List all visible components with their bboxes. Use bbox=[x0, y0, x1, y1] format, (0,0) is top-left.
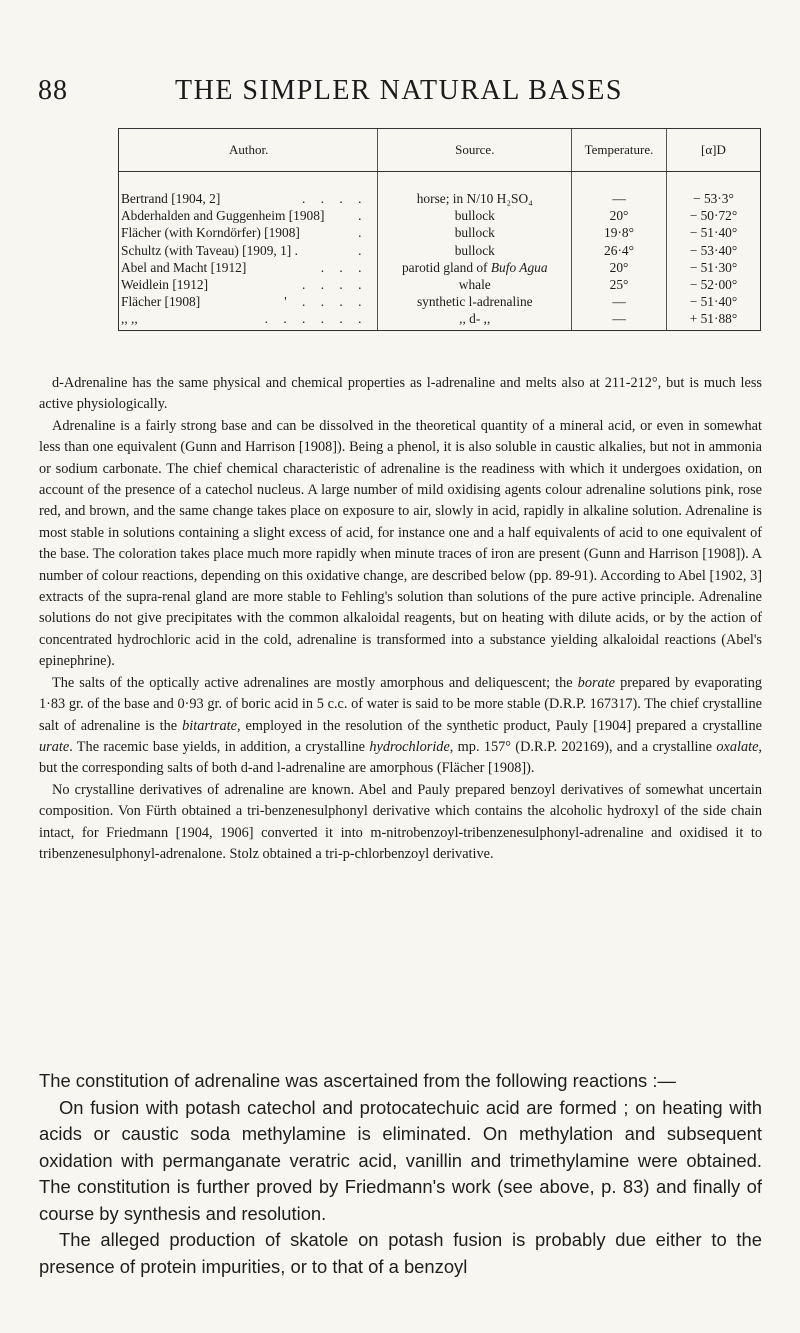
source-cell: bullock bbox=[378, 207, 572, 224]
page-header bbox=[38, 75, 763, 115]
author-cell bbox=[119, 310, 378, 330]
leader-dots: ' . . . . bbox=[284, 294, 368, 310]
source-cell: synthetic l-adrenaline bbox=[378, 293, 572, 310]
rotation-cell: − 51·30° bbox=[666, 259, 760, 276]
temperature-cell: 20° bbox=[572, 207, 667, 224]
author-name: Weidlein [1912] bbox=[121, 277, 209, 293]
source-cell: horse; in N/10 H₂SO₄ bbox=[378, 172, 572, 208]
table-header-row bbox=[119, 129, 761, 172]
running-title: THE SIMPLER NATURAL BASES bbox=[175, 75, 623, 106]
paragraph-skatole: The alleged production of skatole on potash fusion is probably due either to the presence of protein impurities, or to that of a benzoyl bbox=[39, 1229, 762, 1277]
rotation-cell: − 50·72° bbox=[666, 207, 760, 224]
source-cell: ,, d- ,, bbox=[378, 310, 572, 330]
temperature-cell: — bbox=[572, 310, 667, 330]
rotation-cell: − 52·00° bbox=[666, 276, 760, 293]
source-cell bbox=[378, 259, 572, 276]
author-name: Abderhalden and Guggenheim [1908] bbox=[121, 208, 325, 224]
author-name: Bertrand [1904, 2] bbox=[121, 191, 221, 206]
column-header-author: Author. bbox=[119, 129, 378, 172]
rotation-cell: − 53·3° bbox=[666, 172, 760, 208]
author-cell bbox=[119, 259, 378, 276]
column-header-temperature: Temperature. bbox=[572, 129, 667, 172]
salts-text: prepared by evaporating 1·83 gr. of the base and 0·93 gr. of boric acid in 5 c.c. of water is said to be more stable (D.R.P. 167317). The chief crystalline salt of adrenaline is the bbox=[39, 674, 763, 734]
author-cell bbox=[119, 172, 378, 208]
salts-text: , but the corresponding salts of both d-and l-adrenaline are amorphous (Flächer [1908]). bbox=[39, 738, 762, 777]
salts-text: , mp. 157° (D.R.P. 202169), and a crystalline bbox=[449, 738, 717, 755]
author-name: Schultz (with Taveau) [1909, 1] . bbox=[121, 242, 298, 258]
rotation-cell: − 51·40° bbox=[666, 224, 760, 241]
table-row bbox=[119, 242, 761, 259]
term-bitartrate: bitartrate bbox=[182, 717, 237, 734]
small-print-body bbox=[39, 373, 762, 865]
leader-dots: . . . . bbox=[302, 191, 368, 206]
table-row bbox=[119, 172, 761, 208]
author-cell bbox=[119, 242, 378, 259]
source-cell: bullock bbox=[378, 242, 572, 259]
leader-dots: . . . . . . bbox=[264, 311, 368, 327]
salts-text: . The racemic base yields, in addition, a crystalline bbox=[69, 738, 370, 755]
rotation-cell: − 53·40° bbox=[666, 242, 760, 259]
paragraph-derivatives: No crystalline derivatives of adrenaline are known. Abel and Pauly prepared benzoyl derivatives of somewhat uncertain composition. Von Fürth obtained a tri-benzenesulphonyl derivative which contains the alcoholic hydroxyl of the side chain intact, for Friedmann [1904, 1906] converted it into m-nitrobenzoyl-tribenzenesulphonyl-adrenaline and oxidised it to tribenzenesulphonyl-adrenalone. Stolz obtained a tri-p-chlorbenzoyl derivative. bbox=[39, 781, 762, 862]
source-cell: bullock bbox=[378, 224, 572, 241]
author-name: Flächer [1908] bbox=[121, 294, 201, 310]
rotation-cell: + 51·88° bbox=[666, 310, 760, 330]
paragraph-d-adrenaline: d-Adrenaline has the same physical and chemical properties as l-adrenaline and melts also at 211-212°, but is much less active physiologically. bbox=[39, 375, 762, 413]
large-print-body bbox=[39, 1068, 762, 1280]
table-row bbox=[119, 293, 761, 310]
leader-dots: . . . . bbox=[302, 277, 368, 293]
table-row bbox=[119, 276, 761, 293]
table-row bbox=[119, 310, 761, 330]
temperature-cell: 20° bbox=[572, 259, 667, 276]
temperature-cell: 25° bbox=[572, 276, 667, 293]
author-cell bbox=[119, 276, 378, 293]
author-cell bbox=[119, 207, 378, 224]
term-urate: urate bbox=[39, 738, 70, 755]
salts-text: , employed in the resolution of the synthetic product, Pauly [1904] prepared a crystalline bbox=[236, 717, 762, 734]
author-cell bbox=[119, 293, 378, 310]
temperature-cell: — bbox=[572, 172, 667, 208]
leader-dots: . bbox=[358, 225, 368, 241]
paragraph-constitution: The constitution of adrenaline was ascertained from the following reactions :— bbox=[39, 1070, 676, 1091]
term-hydrochloride: hydrochloride bbox=[369, 738, 450, 755]
paragraph-properties: Adrenaline is a fairly strong base and can be dissolved in the theoretical quantity of a mineral acid, or even in somewhat less than one equivalent (Gunn and Harrison [1908]). Being a phenol, it is also soluble in caustic alkalies, but not in ammonia or sodium carbonate. The chief chemical characteristic of adrenaline is the readiness with which it undergoes oxidation, on account of the presence of a catechol nucleus. A large number of mild oxidising agents colour adrenaline solutions pink, rose red, and brown, and the same change takes place on exposure to air, slowly in acid, rapidly in alkaline solution. Adrenaline is most stable in solutions containing a slight excess of acid, for instance one and a half equivalents of acid to one equivalent of the base. The coloration takes place much more rapidly when minute traces of iron are present (Gunn and Harrison [1908]). A number of colour reactions, depending on this oxidative change, are described below (pp. 89-91). According to Abel [1902, 3] extracts of the supra-renal gland are more stable to Fehling's solution than solutions of the pure active principle. Adrenaline solutions do not give precipitates with the common alkaloidal reagents, but on heating with dilute acids, or by the action of concentrated hydrochloric acid in the cold, adrenaline is transformed into a substance yielding alkaloidal reactions (Abel's epinephrine). bbox=[39, 417, 762, 670]
paragraph-reactions: On fusion with potash catechol and protocatechuic acid are formed ; on heating with acids or caustic soda methylamine is eliminated. On methylation and subsequent oxidation with permanganate veratric acid, vanillin and trimethylamine were obtained. The constitution is further proved by Friedmann's work (see above, p. 83) and finally of course by synthesis and resolution. bbox=[39, 1096, 762, 1224]
column-header-rotation: [α]D bbox=[666, 129, 760, 172]
source-prefix: parotid gland of bbox=[401, 259, 491, 275]
paragraph-salts bbox=[39, 673, 762, 780]
term-borate: borate bbox=[577, 674, 615, 691]
author-cell bbox=[119, 224, 378, 241]
temperature-cell: 19·8° bbox=[572, 224, 667, 241]
table-row bbox=[119, 224, 761, 241]
source-cell: whale bbox=[378, 276, 572, 293]
page-number: 88 bbox=[38, 75, 68, 106]
leader-dots: . bbox=[358, 208, 368, 224]
rotation-table bbox=[118, 128, 761, 331]
leader-dots: . bbox=[358, 242, 368, 258]
leader-dots: . . . bbox=[320, 259, 368, 275]
salts-text: The salts of the optically active adrenalines are mostly amorphous and deliquescent; the bbox=[52, 674, 578, 691]
author-name: Abel and Macht [1912] bbox=[121, 259, 247, 275]
source-species: Bufo Agua bbox=[490, 259, 548, 275]
table-row bbox=[119, 207, 761, 224]
author-name: Flächer (with Korndörfer) [1908] bbox=[121, 225, 300, 241]
rotation-cell: − 51·40° bbox=[666, 293, 760, 310]
table-row bbox=[119, 259, 761, 276]
column-header-source: Source. bbox=[378, 129, 572, 172]
author-name: ,, ,, bbox=[121, 311, 138, 327]
temperature-cell: 26·4° bbox=[572, 242, 667, 259]
temperature-cell: — bbox=[572, 293, 667, 310]
term-oxalate: oxalate bbox=[716, 738, 759, 755]
